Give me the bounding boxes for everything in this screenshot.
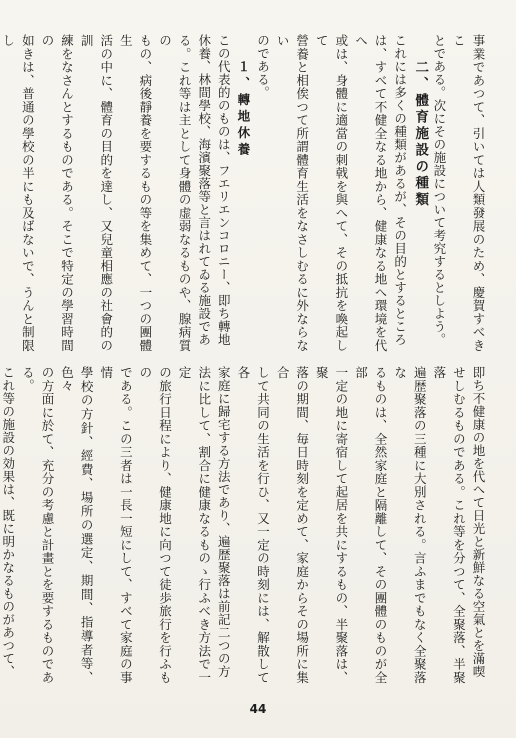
text-line: である。この三者は一長一短にして、すべて家庭の事情 <box>98 366 134 684</box>
text-line: もの、病後靜養を要するもの等を集めて、一つの團體生 <box>118 34 153 352</box>
text-line: 家庭に歸宅する方法であり、遍歴聚落は前記二つの方 <box>216 366 232 678</box>
page-number: 44 <box>249 702 267 716</box>
text-line: 練をなさんとするものである。そこで特定の學習時間の <box>39 34 75 352</box>
text-line: 法に比して、割合に健康なるものゝ行ふべき方法で一定 <box>177 366 212 684</box>
text-line: 營養と相俟つて所謂體育生活をなさしむるに外ならない <box>275 34 310 352</box>
text-line: るものは、全然家庭と隔離して、その團體のものが全部 <box>353 366 389 684</box>
text-line: これには多くの種類があるが、その目的とするところ <box>392 34 408 346</box>
text-line: 如きは、普通の學校の半にも及ばないで、うんと制限し <box>0 34 36 352</box>
text-line: 一定の地に寄宿して起居を共にするもの、半聚落は、聚 <box>314 366 349 684</box>
text-line: は、すべて不健全なる地から、健康なる地へ環境を代へ <box>353 34 389 352</box>
text-line: 事業であつて、引いては人類發展のため、慶賀すべきこ <box>451 34 486 352</box>
text-line: 落の期間、毎日時刻を定めて、家庭からその場所に集合 <box>275 366 310 684</box>
text-line: 活の中に、體育の目的を達し、又兒童相應の社會的の訓 <box>79 34 114 352</box>
text-line: 學校の方針、經費、場所の選定、期間、指導者等、色々 <box>59 366 95 684</box>
text-line: これ等の施設の効果は、既に明かなるものがあつて、 <box>0 366 16 678</box>
text-line: 休養、林間學校、海濱聚落等と言はれてゐる施設であ <box>196 34 212 346</box>
bottom-text-block <box>0 366 488 684</box>
text-line: とである。次にその施設について考究するとしよう。 <box>431 34 447 346</box>
text-line: して共同の生活を行ひ、又一定の時刻には、解散して各 <box>235 366 271 684</box>
text-line: この代表的のものは、フエリエンコロニー、即ち轉地 <box>216 34 232 346</box>
text-line: のである。 <box>255 34 271 99</box>
text-line: せしむるものである。これ等を分つて、全聚落、半聚落 <box>431 366 467 684</box>
subsection-heading: １、轉地休養 <box>235 60 251 159</box>
text-line: 遍歴聚落の三種に大別される。言ふまでもなく全聚落な <box>392 366 428 684</box>
text-line: 即ち不健康の地を代へて日光と新鮮なる空氣とを滿喫 <box>471 366 486 678</box>
text-line: の方面に於て、充分の考慮と計畫とを要するものである。 <box>20 366 55 684</box>
section-heading: 二、體育施設の種類 <box>412 60 429 209</box>
text-line: の旅行日程により、健康地に向つて徒歩旅行を行ふもの <box>137 366 173 684</box>
top-text-block <box>0 34 488 352</box>
text-line: る。これ等は主として身體の虚弱なるものや、腺病質の <box>157 34 193 352</box>
text-line: 或は、身體に適當の刺戟を與へて、その抵抗を喚起して <box>314 34 349 352</box>
